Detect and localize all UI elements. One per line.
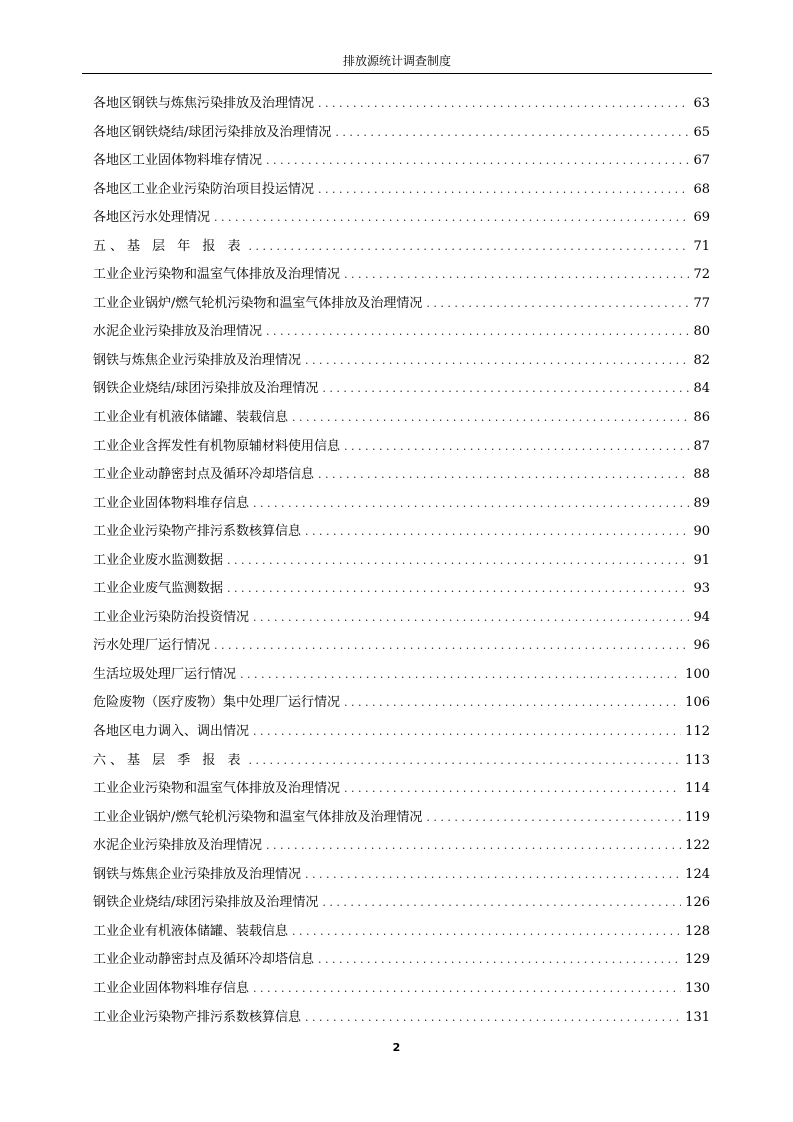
toc-page-number: 100 (685, 666, 710, 682)
toc-page-number: 96 (693, 638, 710, 654)
toc-page-number: 87 (693, 438, 710, 454)
toc-entry-title: 工业企业污染物和温室气体排放及治理情况 (93, 267, 341, 283)
toc-entry[interactable] (93, 775, 710, 804)
toc-dot-leader (344, 775, 681, 804)
toc-entry[interactable] (93, 718, 710, 747)
toc-entry[interactable] (93, 946, 710, 975)
toc-entry[interactable] (93, 318, 710, 347)
toc-page-number: 86 (693, 410, 710, 426)
toc-entry-title: 各地区污水处理情况 (93, 210, 211, 226)
toc-page-number: 65 (693, 124, 710, 140)
toc-entry-title: 各地区工业企业污染防治项目投运情况 (93, 181, 315, 197)
toc-page-number: 130 (685, 980, 710, 996)
toc-entry[interactable] (93, 689, 710, 718)
toc-dot-leader (249, 747, 682, 776)
toc-section-title: 五、基 层 年 报 表 (93, 238, 245, 254)
toc-dot-leader (322, 889, 681, 918)
toc-dot-leader (305, 347, 689, 376)
toc-page-number: 131 (685, 1009, 710, 1025)
toc-entry-title: 各地区钢铁与炼焦污染排放及治理情况 (93, 96, 315, 111)
toc-page-number: 90 (693, 524, 710, 540)
toc-entry-title: 危险废物（医疗废物）集中处理厂运行情况 (93, 695, 341, 711)
toc-entry[interactable] (93, 119, 710, 148)
toc-entry-title: 各地区钢铁烧结/球团污染排放及治理情况 (93, 124, 332, 140)
toc-entry[interactable] (93, 1004, 710, 1033)
toc-page-number: 106 (685, 695, 710, 711)
toc-entry[interactable] (93, 832, 710, 861)
toc-entry-title: 钢铁企业烧结/球团污染排放及治理情况 (93, 381, 319, 397)
toc-entry[interactable] (93, 347, 710, 376)
toc-dot-leader (227, 575, 689, 604)
toc-page-number: 84 (693, 381, 710, 397)
toc-dot-leader (305, 1004, 681, 1033)
toc-entry-title: 工业企业有机液体储罐、装载信息 (93, 923, 289, 939)
toc-section-title: 六、基 层 季 报 表 (93, 752, 245, 768)
toc-entry-title: 工业企业锅炉/燃气轮机污染物和温室气体排放及治理情况 (93, 809, 423, 825)
toc-entry-title: 污水处理厂运行情况 (93, 638, 211, 654)
toc-page-number: 71 (693, 238, 710, 254)
toc-entry-title: 工业企业废气监测数据 (93, 581, 224, 597)
toc-entry[interactable] (93, 661, 710, 690)
toc-entry[interactable] (93, 461, 710, 490)
toc-entry[interactable] (93, 90, 710, 119)
toc-dot-leader (344, 689, 681, 718)
page-number: 2 (392, 1041, 401, 1054)
toc-dot-leader (266, 318, 689, 347)
toc-page-number: 68 (693, 181, 710, 197)
toc-page-number: 114 (685, 781, 710, 797)
toc-dot-leader (318, 461, 689, 490)
toc-page-number: 91 (693, 552, 710, 568)
toc-entry-title: 工业企业废水监测数据 (93, 552, 224, 568)
toc-dot-leader (292, 918, 681, 947)
toc-entry-title: 工业企业污染防治投资情况 (93, 609, 250, 625)
toc-entry[interactable] (93, 204, 710, 233)
toc-dot-leader (249, 233, 690, 262)
toc-dot-leader (318, 90, 689, 119)
toc-dot-leader (318, 946, 681, 975)
toc-entry-title: 工业企业有机液体储罐、装载信息 (93, 410, 289, 426)
toc-entry[interactable] (93, 632, 710, 661)
toc-entry-title: 钢铁企业烧结/球团污染排放及治理情况 (93, 895, 319, 911)
toc-dot-leader (266, 147, 689, 176)
header-rule (82, 73, 712, 74)
toc-dot-leader (426, 290, 689, 319)
toc-dot-leader (253, 490, 689, 519)
toc-dot-leader (214, 632, 689, 661)
toc-dot-leader (292, 404, 689, 433)
toc-entry[interactable] (93, 747, 710, 776)
toc-entry-title: 水泥企业污染排放及治理情况 (93, 838, 263, 854)
toc-entry[interactable] (93, 433, 710, 462)
toc-entry-title: 工业企业污染物产排污系数核算信息 (93, 524, 302, 540)
toc-entry[interactable] (93, 518, 710, 547)
toc-entry-title: 工业企业含挥发性有机物原辅材料使用信息 (93, 438, 341, 454)
toc-dot-leader (305, 518, 689, 547)
toc-page-number: 124 (685, 866, 710, 882)
toc-dot-leader (426, 804, 681, 833)
toc-page-number: 129 (685, 952, 710, 968)
toc-page-number: 82 (693, 352, 710, 368)
toc-page-number: 113 (685, 752, 710, 768)
toc-page-number: 128 (685, 923, 710, 939)
toc-dot-leader (253, 718, 681, 747)
toc-page-number: 122 (685, 838, 710, 854)
toc-entry[interactable] (93, 404, 710, 433)
toc-entry[interactable] (93, 918, 710, 947)
toc-entry[interactable] (93, 547, 710, 576)
toc-entry-title: 工业企业污染物和温室气体排放及治理情况 (93, 781, 341, 797)
toc-entry-title: 钢铁与炼焦企业污染排放及治理情况 (93, 352, 302, 368)
toc-entry-title: 工业企业固体物料堆存信息 (93, 980, 250, 996)
toc-entry-title: 水泥企业污染排放及治理情况 (93, 324, 263, 340)
toc-entry[interactable] (93, 804, 710, 833)
toc-entry[interactable] (93, 261, 710, 290)
toc-page-number: 112 (685, 724, 710, 740)
toc-entry-title: 工业企业污染物产排污系数核算信息 (93, 1009, 302, 1025)
toc-entry-title: 各地区电力调入、调出情况 (93, 724, 250, 740)
toc-entry-title: 工业企业锅炉/燃气轮机污染物和温室气体排放及治理情况 (93, 295, 423, 311)
toc-entry-title: 生活垃圾处理厂运行情况 (93, 666, 237, 682)
toc-dot-leader (214, 204, 689, 233)
toc-entry-title: 各地区工业固体物料堆存情况 (93, 153, 263, 169)
toc-entry[interactable] (93, 575, 710, 604)
toc-entry[interactable] (93, 975, 710, 1004)
toc-dot-leader (253, 975, 681, 1004)
toc-entry[interactable] (93, 604, 710, 633)
toc-entry[interactable] (93, 176, 710, 205)
toc-page-number: 63 (693, 96, 710, 111)
table-of-contents (93, 90, 710, 1032)
toc-dot-leader (344, 433, 689, 462)
toc-dot-leader (322, 375, 689, 404)
toc-entry-title: 工业企业固体物料堆存信息 (93, 495, 250, 511)
toc-entry[interactable] (93, 861, 710, 890)
toc-entry[interactable] (93, 233, 710, 262)
toc-entry-title: 工业企业动静密封点及循环冷却塔信息 (93, 467, 315, 483)
toc-entry[interactable] (93, 375, 710, 404)
toc-dot-leader (344, 261, 689, 290)
toc-dot-leader (240, 661, 681, 690)
toc-dot-leader (318, 176, 689, 205)
toc-dot-leader (335, 119, 689, 148)
toc-page-number: 67 (693, 153, 710, 169)
toc-entry[interactable] (93, 490, 710, 519)
toc-page-number: 69 (693, 210, 710, 226)
toc-page-number: 77 (693, 295, 710, 311)
toc-page-number: 119 (685, 809, 710, 825)
page-header: 排放源统计调查制度 (342, 54, 451, 68)
toc-entry[interactable] (93, 889, 710, 918)
toc-page-number: 94 (693, 609, 710, 625)
toc-entry[interactable] (93, 290, 710, 319)
toc-dot-leader (227, 547, 689, 576)
toc-page-number: 72 (693, 267, 710, 283)
toc-page-number: 80 (693, 324, 710, 340)
toc-dot-leader (305, 861, 681, 890)
toc-page-number: 88 (693, 467, 710, 483)
toc-entry-title: 钢铁与炼焦企业污染排放及治理情况 (93, 866, 302, 882)
toc-entry-title: 工业企业动静密封点及循环冷却塔信息 (93, 952, 315, 968)
toc-entry[interactable] (93, 147, 710, 176)
toc-dot-leader (253, 604, 689, 633)
toc-page-number: 126 (685, 895, 710, 911)
toc-page-number: 93 (693, 581, 710, 597)
toc-dot-leader (266, 832, 681, 861)
toc-page-number: 89 (693, 495, 710, 511)
